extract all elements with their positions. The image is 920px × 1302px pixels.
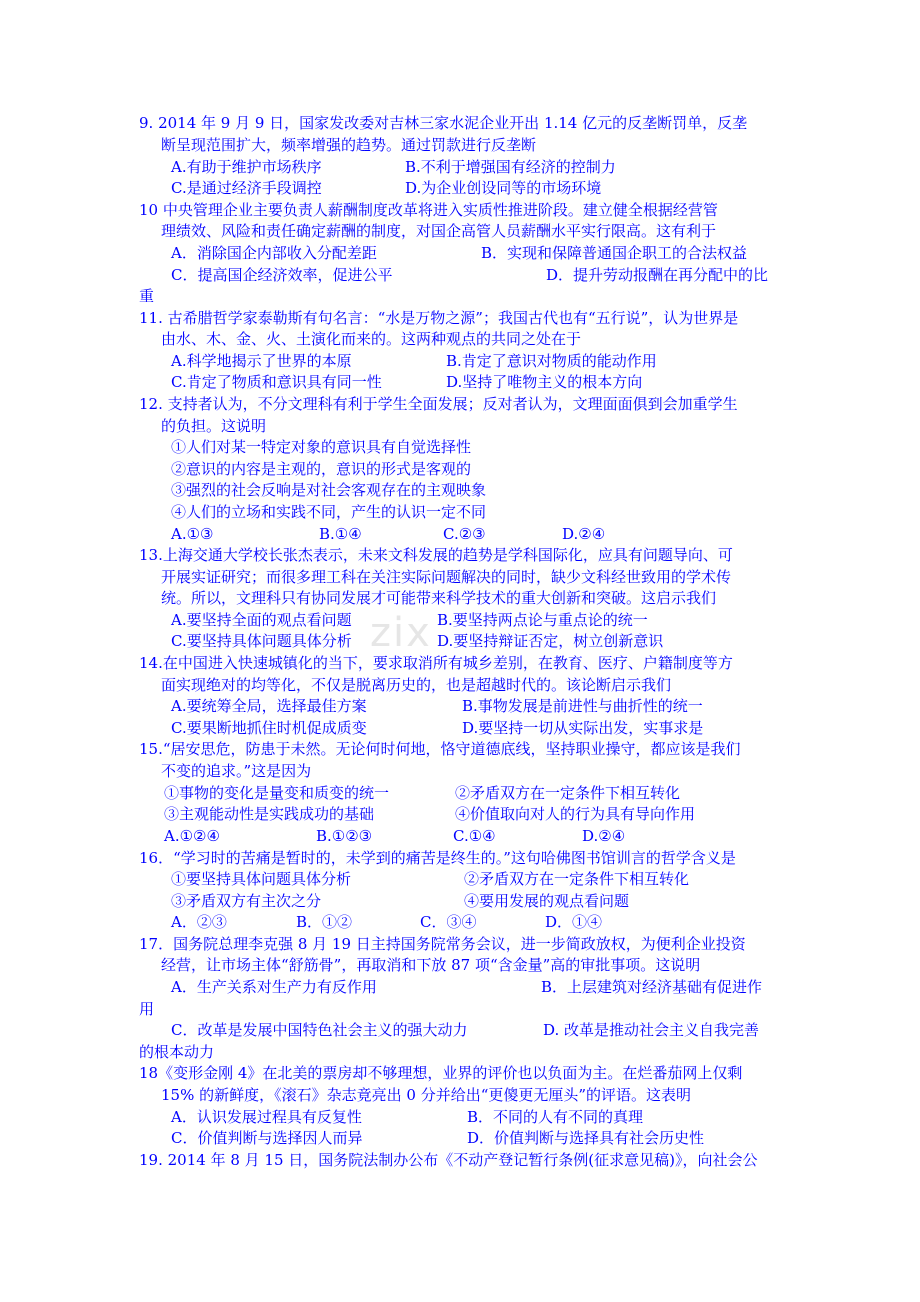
question-stem: 由水、木、金、火、土演化而来的。这两种观点的共同之处在于 [161, 330, 582, 348]
option-a: A.①②④ [164, 827, 220, 845]
statement: ③强烈的社会反响是对社会客观存在的主观映象 [171, 481, 487, 499]
option-a: A．生产关系对生产力有反作用 [171, 978, 377, 996]
question-stem: 14.在中国进入快速城镇化的当下，要求取消所有城乡差别，在教育、医疗、户籍制度等方 [139, 654, 733, 672]
option-b-wrap: 用 [139, 1000, 155, 1018]
option-c: C．改革是发展中国特色社会主义的强大动力 [171, 1021, 468, 1039]
question-stem: 15% 的新鲜度，《滚石》杂志竟亮出 0 分并给出“更傻更无厘头”的评语。这表明 [161, 1086, 692, 1104]
question-stem: 16．“学习时的苦痛是暂时的，未学到的痛苦是终生的。”这句哈佛图书馆训言的哲学含义是 [139, 849, 736, 867]
question-stem: 17．国务院总理李克强 8 月 19 日主持国务院常务会议，进一步简政放权，为便利企业投资 [139, 935, 746, 953]
option-a: A.科学地揭示了世界的本原 [171, 352, 352, 370]
question-stem: 经营，让市场主体“舒筋骨”，再取消和下放 87 项“含金量”高的审批事项。这说明 [161, 956, 701, 974]
statement: ②矛盾双方在一定条件下相互转化 [455, 784, 681, 802]
option-d: D．①④ [545, 913, 603, 931]
question-stem: 理绩效、风险和责任确定薪酬的制度，对国企高管人员薪酬水平实行限高。这有利于 [161, 222, 717, 240]
option-c: C．③④ [420, 913, 477, 931]
option-c: C.①④ [453, 827, 496, 845]
option-d: D.②④ [582, 827, 626, 845]
statement: ④价值取向对人的行为具有导向作用 [455, 805, 696, 823]
question-stem: 15.“居安思危，防患于未然。无论何时何地，恪守道德底线，坚持职业操守，都应该是我们 [139, 740, 741, 758]
statement: ②矛盾双方在一定条件下相互转化 [464, 870, 690, 888]
statement: ④要用发展的观点看问题 [464, 892, 630, 910]
option-c: C.肯定了物质和意识具有同一性 [171, 373, 382, 391]
question-stem: 的负担。这说明 [161, 417, 267, 435]
question-stem: 19. 2014 年 8 月 15 日，国务院法制办公布《不动产登记暂行条例(征求意见稿)》，向社会公 [139, 1151, 758, 1169]
option-d: D.要坚持辩证否定，树立创新意识 [437, 632, 664, 650]
option-b: B．不同的人有不同的真理 [467, 1108, 644, 1126]
statement: ②意识的内容是主观的，意识的形式是客观的 [171, 460, 472, 478]
option-a: A．②③ [171, 913, 227, 931]
question-stem: 统。所以，文理科只有协同发展才可能带来科学技术的重大创新和突破。这启示我们 [161, 589, 717, 607]
option-b: B.事物发展是前进性与曲折性的统一 [462, 697, 703, 715]
option-a: A．认识发展过程具有反复性 [171, 1108, 362, 1126]
statement: ④人们的立场和实践不同，产生的认识一定不同 [171, 503, 487, 521]
statement: ③矛盾双方有主次之分 [171, 892, 322, 910]
option-b: B.①②③ [316, 827, 373, 845]
option-d: D.要坚持一切从实际出发，实事求是 [462, 719, 704, 737]
option-b: B.不利于增强国有经济的控制力 [405, 158, 616, 176]
option-d: D.②④ [562, 525, 606, 543]
option-c: C．提高国企经济效率，促进公平 [171, 266, 393, 284]
option-d: D.为企业创设同等的市场环境 [405, 179, 602, 197]
question-stem: 断呈现范围扩大，频率增强的趋势。通过罚款进行反垄断 [161, 136, 537, 154]
option-d-wrap: 的根本动力 [139, 1043, 215, 1061]
option-b: B.①④ [319, 525, 362, 543]
option-b: B．上层建筑对经济基础有促进作 [541, 978, 763, 996]
option-d: D．提升劳动报酬在再分配中的比 [546, 266, 769, 284]
question-stem: 13.上海交通大学校长张杰表示，未来文科发展的趋势是学科国际化，应具有问题导向、可 [139, 546, 733, 564]
option-b: B．实现和保障普通国企职工的合法权益 [481, 244, 748, 262]
question-stem: 不变的追求。”这是因为 [161, 762, 312, 780]
question-stem: 开展实证研究；而很多理工科在关注实际问题解决的同时，缺少文科经世致用的学术传 [161, 568, 732, 586]
option-d: D.坚持了唯物主义的根本方向 [446, 373, 643, 391]
option-b: B．①② [296, 913, 353, 931]
option-a: A.有助于维护市场秩序 [171, 158, 322, 176]
statement: ①要坚持具体问题具体分析 [171, 870, 352, 888]
option-a: A．消除国企内部收入分配差距 [171, 244, 377, 262]
option-a: A.要坚持全面的观点看问题 [171, 611, 352, 629]
option-c: C．价值判断与选择因人而异 [171, 1129, 363, 1147]
question-stem: 11. 古希腊哲学家泰勒斯有句名言：“水是万物之源”；我国古代也有“五行说”，认为世界是 [139, 309, 739, 327]
question-stem: 18《变形金刚 4》在北美的票房却不够理想，业界的评价也以负面为主。在烂番茄网上仅剩 [139, 1064, 743, 1082]
option-a: A.要统筹全局，选择最佳方案 [171, 697, 367, 715]
option-d: D. 改革是推动社会主义自我完善 [543, 1021, 760, 1039]
option-c: C.是通过经济手段调控 [171, 179, 322, 197]
option-c: C.要坚持具体问题具体分析 [171, 632, 352, 650]
option-c: C.②③ [443, 525, 486, 543]
option-b: B.肯定了意识对物质的能动作用 [446, 352, 657, 370]
statement: ①人们对某一特定对象的意识具有自觉选择性 [171, 438, 472, 456]
option-b: B.要坚持两点论与重点论的统一 [437, 611, 648, 629]
statement: ③主观能动性是实践成功的基础 [164, 805, 375, 823]
question-stem: 面实现绝对的均等化，不仅是脱离历史的，也是超越时代的。该论断启示我们 [161, 676, 672, 694]
question-stem: 10 中央管理企业主要负责人薪酬制度改革将进入实质性推进阶段。建立健全根据经营管 [139, 201, 718, 219]
watermark: zix [370, 610, 432, 656]
question-stem: 9. 2014 年 9 月 9 日，国家发改委对吉林三家水泥企业开出 1.14 亿元的反垄断罚单，反垄 [139, 114, 748, 132]
option-a: A.①③ [171, 525, 214, 543]
option-c: C.要果断地抓住时机促成质变 [171, 719, 367, 737]
option-d: D．价值判断与选择具有社会历史性 [467, 1129, 705, 1147]
option-d-wrap: 重 [139, 287, 155, 305]
question-stem: 12. 支持者认为，不分文理科有利于学生全面发展；反对者认为，文理面面俱到会加重学生 [139, 395, 738, 413]
statement: ①事物的变化是量变和质变的统一 [164, 784, 390, 802]
